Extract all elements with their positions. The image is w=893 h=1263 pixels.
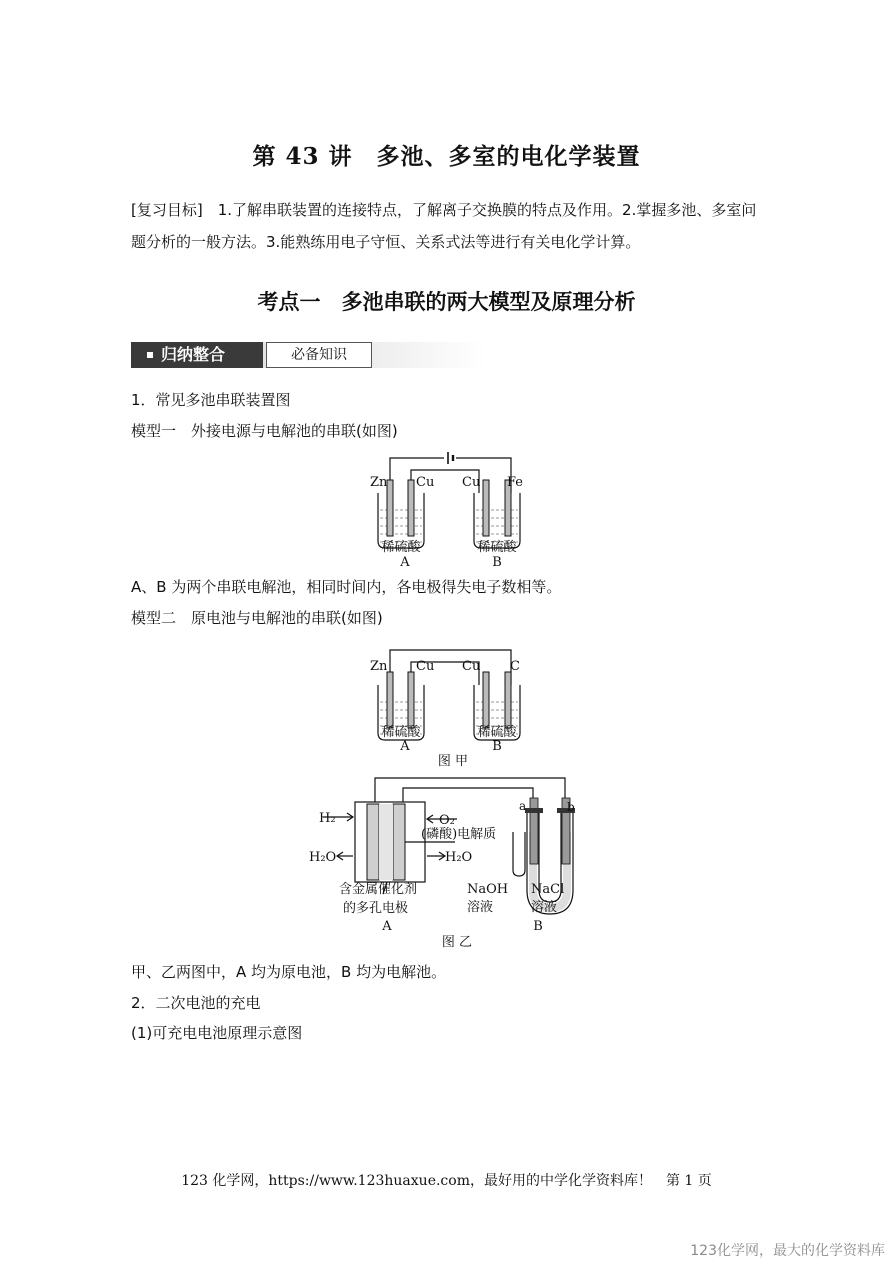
section-tag-sub: 必备知识 [266, 342, 372, 368]
fig3-electrode-a: a [519, 799, 527, 813]
section-tag-main-label: 归纳整合 [161, 345, 226, 364]
square-bullet-icon [147, 352, 153, 358]
fig2-caption: 图 甲 [437, 754, 469, 769]
figure-1-series-electrolysis [360, 448, 540, 573]
watermark: 123化学网，最大的化学资料库 [690, 1243, 885, 1259]
fig1-solution-left: 稀硫酸 [381, 540, 421, 555]
page-title: 第 43 讲 多池、多室的电化学装置 [252, 143, 641, 170]
fig3-label-b: B [533, 919, 543, 934]
fig3-nacl-line1: NaCl [531, 882, 565, 897]
fig2-electrode-cu-right: Cu [462, 659, 481, 674]
fig3-electrode-line2: 的多孔电极 [343, 901, 409, 916]
review-goals-text: 1.了解串联装置的连接特点，了解离子交换膜的特点及作用。2.掌握多池、多室问题分析的一般方法。3.能熟练用电子守恒、关系式法等进行有关电化学计算。 [131, 201, 757, 251]
fig2-label-a: A [400, 739, 410, 754]
fig3-naoh-line1: NaOH [467, 882, 509, 897]
fig3-electrode-b: b [567, 800, 575, 814]
fig1-electrode-zn: Zn [370, 475, 388, 490]
model-2-heading: 模型二 原电池与电解池的串联(如图) [131, 609, 383, 627]
fig1-electrode-fe: Fe [507, 475, 524, 490]
paragraph-1: 1．常见多池串联装置图 [131, 391, 291, 409]
model-1-heading: 模型一 外接电源与电解池的串联(如图) [131, 422, 398, 440]
fig3-electrode-line1: 含金属催化剂 [339, 882, 418, 897]
paragraph-3: 甲、乙两图中，A 均为原电池，B 均为电解池。 [131, 963, 447, 981]
figure-3-fuel-cell-electrolysis [305, 772, 590, 952]
fig3-h2o-right-label: H₂O [445, 850, 473, 865]
fig2-electrode-cu-left: Cu [416, 659, 435, 674]
paragraph-5: (1)可充电电池原理示意图 [131, 1024, 303, 1042]
figure-2-galvanic-electrolysis [360, 640, 540, 770]
fig3-nacl-line2: 溶液 [531, 900, 558, 915]
paragraph-2: A、B 为两个串联电解池，相同时间内，各电极得失电子数相等。 [131, 578, 562, 596]
fig1-label-b: B [492, 555, 502, 570]
section-tag-main [131, 342, 263, 368]
fig2-solution-right: 稀硫酸 [477, 725, 517, 740]
fig3-naoh-line2: 溶液 [467, 900, 494, 915]
fig3-caption: 图 乙 [441, 935, 473, 950]
fig2-electrode-c: C [510, 659, 520, 674]
fig3-label-a: A [382, 919, 392, 934]
fig3-h2-label: H₂ [319, 811, 336, 826]
paragraph-4: 2．二次电池的充电 [131, 994, 261, 1012]
review-goals [131, 194, 771, 258]
fig1-label-a: A [400, 555, 410, 570]
fig1-electrode-cu-right: Cu [462, 475, 481, 490]
fig3-o2-label: O₂ [439, 813, 455, 828]
review-goals-label: [复习目标] [131, 201, 203, 219]
fig2-label-b: B [492, 739, 502, 754]
fig1-solution-right: 稀硫酸 [477, 540, 517, 555]
page-footer: 123 化学网，https://www.123huaxue.com，最好用的中学化学资料库！ 第 1 页 [181, 1173, 712, 1189]
fig1-electrode-cu-left: Cu [416, 475, 435, 490]
fig3-h2o-left-label: H₂O [309, 850, 337, 865]
fig2-electrode-zn: Zn [370, 659, 388, 674]
fig2-solution-left: 稀硫酸 [381, 725, 421, 740]
fig3-electrolyte-label: (磷酸)电解质 [421, 827, 497, 842]
section-title: 考点一 多池串联的两大模型及原理分析 [257, 289, 636, 314]
